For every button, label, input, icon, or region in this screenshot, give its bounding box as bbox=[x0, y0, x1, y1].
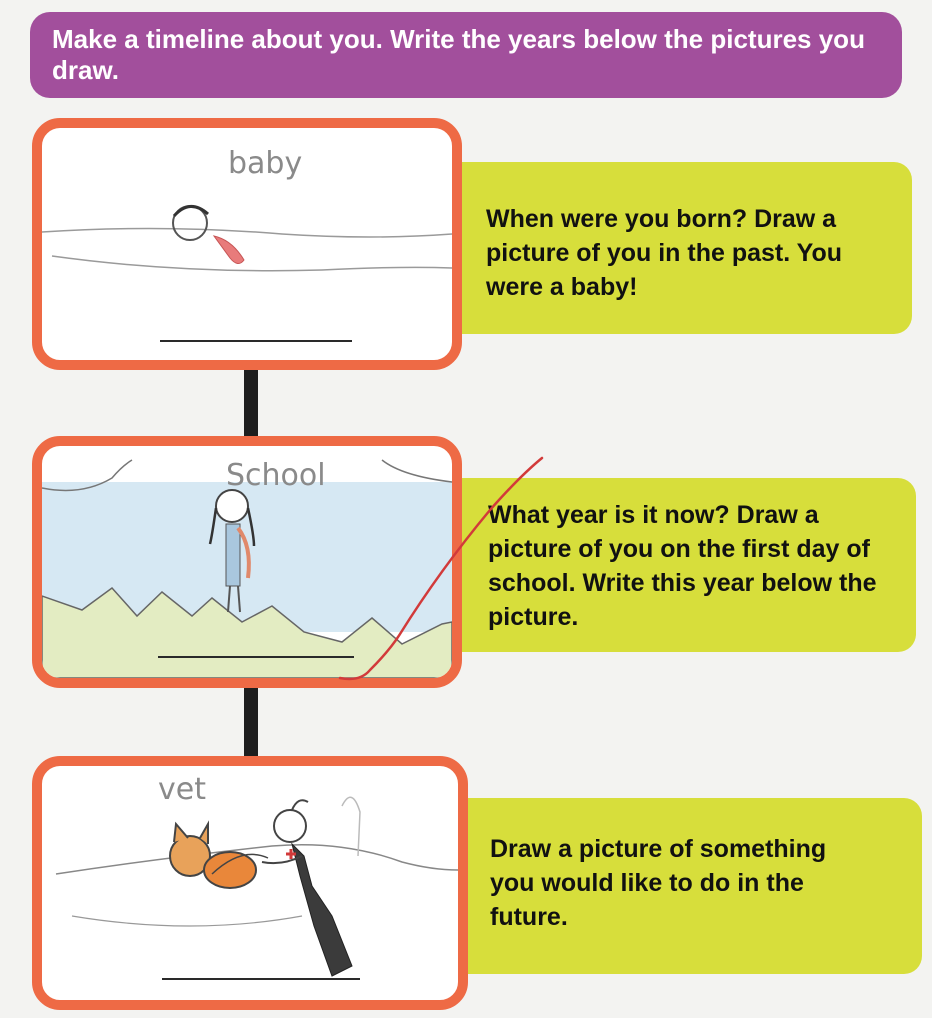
vet-cat-drawing bbox=[42, 766, 458, 1000]
prompt-box-past bbox=[440, 162, 912, 334]
drawing-frame-future[interactable] bbox=[32, 756, 468, 1010]
drawing-frame-past[interactable] bbox=[32, 118, 462, 370]
timeline-connector-1 bbox=[244, 366, 258, 444]
prompt-text-past: When were you born? Draw a picture of you in the past. You were a baby! bbox=[486, 205, 843, 301]
timeline-connector-2 bbox=[244, 684, 258, 758]
prompt-text-future: Draw a picture of something you would like to do in the future. bbox=[490, 835, 827, 931]
year-answer-line-past bbox=[160, 340, 352, 342]
instruction-text: Make a timeline about you. Write the years below the pictures you draw. bbox=[52, 24, 865, 85]
red-check-mark bbox=[330, 450, 550, 690]
frame-label-vet: vet bbox=[158, 772, 206, 807]
instruction-banner bbox=[30, 12, 902, 98]
frame-label-school: School bbox=[226, 458, 326, 493]
prompt-text-present: What year is it now? Draw a picture of you on the first day of school. Write this year below the picture. bbox=[488, 501, 877, 631]
year-answer-line-present bbox=[158, 656, 354, 658]
frame-label-baby: baby bbox=[228, 146, 303, 181]
year-answer-line-future bbox=[162, 978, 360, 980]
prompt-box-future bbox=[446, 798, 922, 974]
